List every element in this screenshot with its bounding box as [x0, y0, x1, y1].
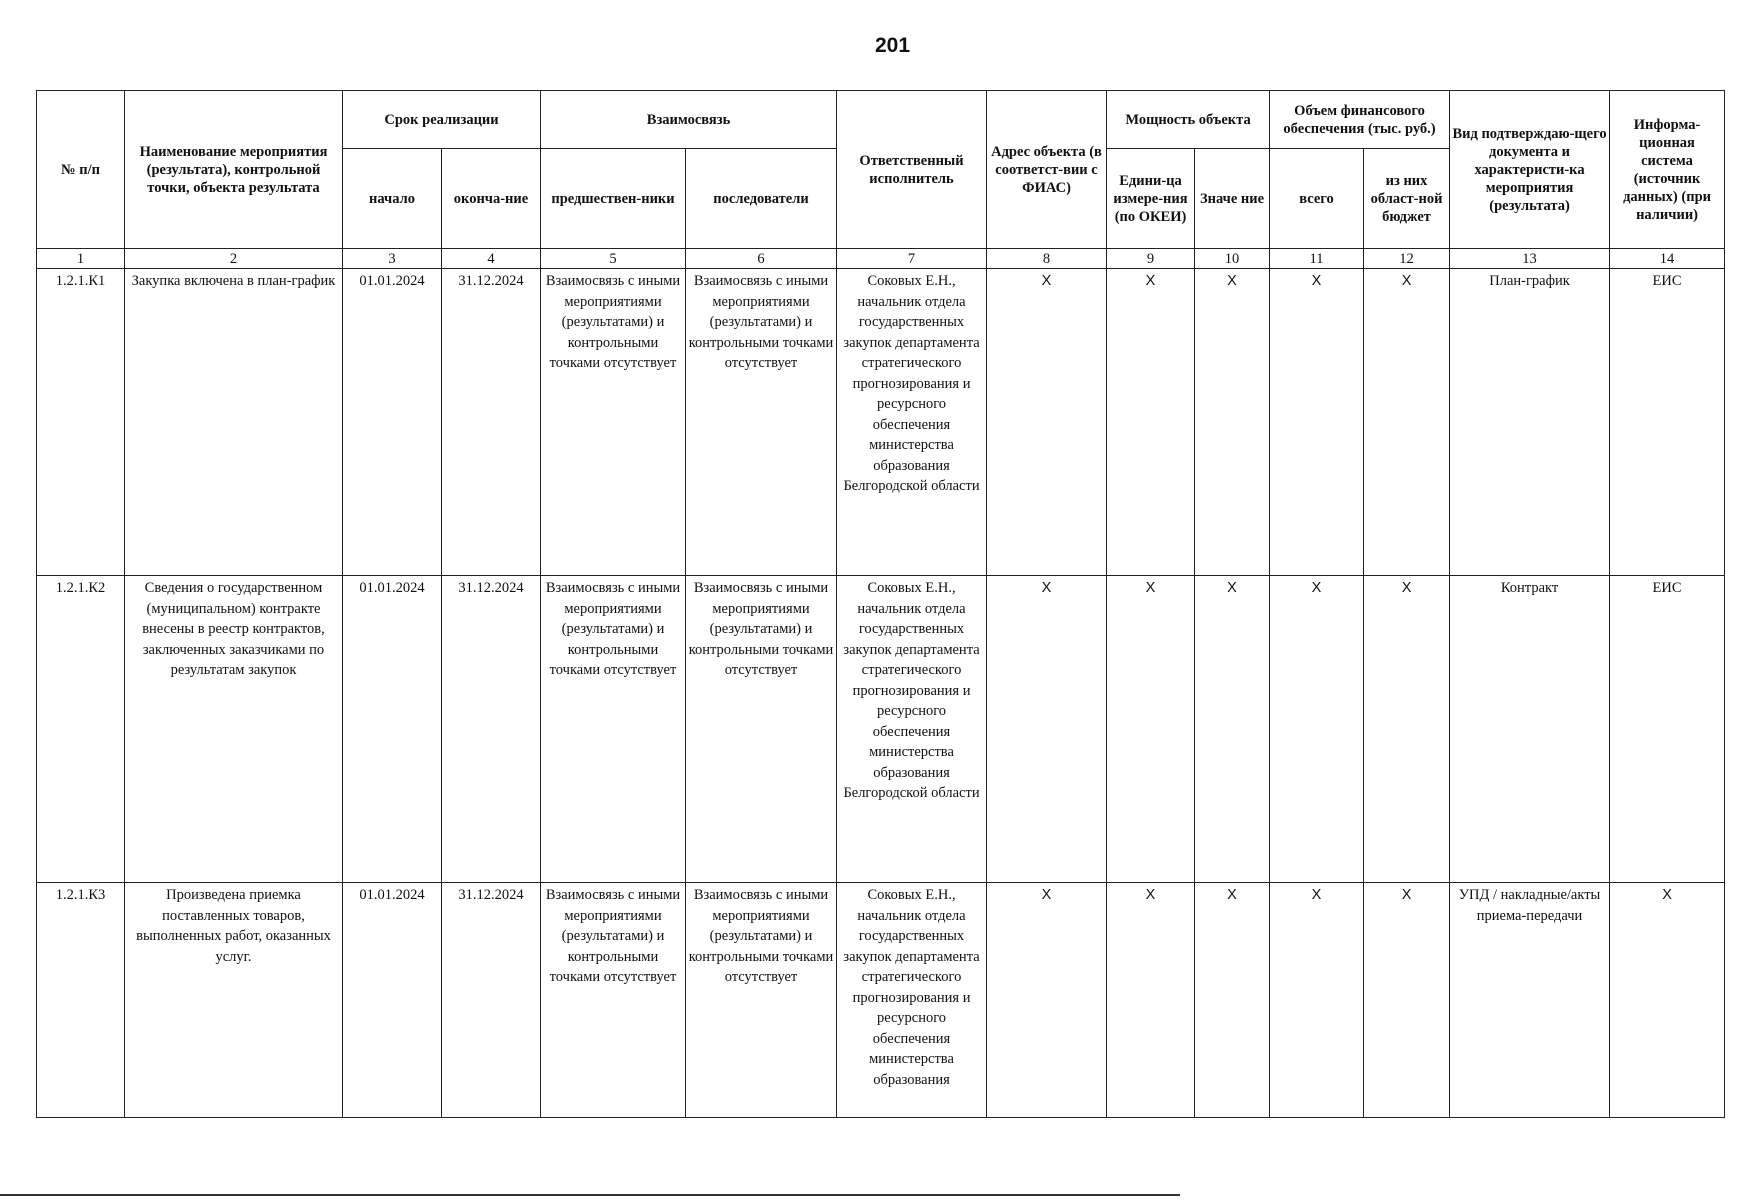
cell-value: X [1195, 883, 1270, 1118]
column-number: 4 [442, 249, 541, 269]
column-number: 9 [1107, 249, 1195, 269]
column-number: 5 [541, 249, 686, 269]
column-number: 3 [343, 249, 442, 269]
cell-unit: X [1107, 269, 1195, 576]
plan-table [36, 90, 1725, 1118]
header-term-start: начало [343, 149, 442, 249]
column-number: 7 [837, 249, 987, 269]
cell-pred: Взаимосвязь с иными мероприятиями (результатами) и контрольными точками отсутствует [541, 883, 686, 1118]
column-number: 2 [125, 249, 343, 269]
column-number: 13 [1450, 249, 1610, 269]
cell-value: X [1195, 576, 1270, 883]
cell-num: 1.2.1.К2 [37, 576, 125, 883]
cell-total: X [1270, 576, 1364, 883]
column-number: 12 [1364, 249, 1450, 269]
cell-name: Закупка включена в план-график [125, 269, 343, 576]
table-row [37, 883, 1725, 1118]
cell-regional: X [1364, 883, 1450, 1118]
header-capacity-unit: Едини-ца измере-ния (по ОКЕИ) [1107, 149, 1195, 249]
header-num: № п/п [37, 91, 125, 249]
cell-next: Взаимосвязь с иными мероприятиями (результатами) и контрольными точками отсутствует [686, 883, 837, 1118]
cell-regional: X [1364, 269, 1450, 576]
header-info-system: Информа-ционная система (источник данных) (при наличии) [1610, 91, 1725, 249]
header-capacity: Мощность объекта [1107, 91, 1270, 149]
cell-doc: УПД / накладные/акты приема-передачи [1450, 883, 1610, 1118]
header-responsible: Ответственный исполнитель [837, 91, 987, 249]
cell-name: Произведена приемка поставленных товаров, выполненных работ, оказанных услуг. [125, 883, 343, 1118]
header-address: Адрес объекта (в соответст-вии с ФИАС) [987, 91, 1107, 249]
cell-address: X [987, 269, 1107, 576]
header-relation: Взаимосвязь [541, 91, 837, 149]
cell-unit: X [1107, 576, 1195, 883]
bottom-rule [0, 1194, 1180, 1196]
column-number: 14 [1610, 249, 1725, 269]
cell-responsible: Соковых Е.Н., начальник отдела государственных закупок департамента стратегического прогнозирования и ресурсного обеспечения министерства образования Белгородской области [837, 269, 987, 576]
cell-value: X [1195, 269, 1270, 576]
cell-doc: Контракт [1450, 576, 1610, 883]
header-relation-pred: предшествен-ники [541, 149, 686, 249]
header-term: Срок реализации [343, 91, 541, 149]
column-number: 6 [686, 249, 837, 269]
cell-doc: План-график [1450, 269, 1610, 576]
column-number: 1 [37, 249, 125, 269]
cell-end: 31.12.2024 [442, 269, 541, 576]
cell-unit: X [1107, 883, 1195, 1118]
cell-address: X [987, 576, 1107, 883]
cell-total: X [1270, 883, 1364, 1118]
page-number: 201 [874, 34, 911, 57]
cell-responsible: Соковых Е.Н., начальник отдела государственных закупок департамента стратегического прогнозирования и ресурсного обеспечения министерства образования [837, 883, 987, 1118]
header-finance-total: всего [1270, 149, 1364, 249]
cell-next: Взаимосвязь с иными мероприятиями (результатами) и контрольными точками отсутствует [686, 269, 837, 576]
header-capacity-value: Значе ние [1195, 149, 1270, 249]
cell-name: Сведения о государственном (муниципальном) контракте внесены в реестр контрактов, заключенных заказчиками по результатам закупок [125, 576, 343, 883]
cell-regional: X [1364, 576, 1450, 883]
header-relation-next: последователи [686, 149, 837, 249]
header-term-end: оконча-ние [442, 149, 541, 249]
cell-pred: Взаимосвязь с иными мероприятиями (результатами) и контрольными точками отсутствует [541, 576, 686, 883]
column-number: 8 [987, 249, 1107, 269]
header-finance-regional: из них област-ной бюджет [1364, 149, 1450, 249]
cell-end: 31.12.2024 [442, 576, 541, 883]
cell-start: 01.01.2024 [343, 576, 442, 883]
column-number: 10 [1195, 249, 1270, 269]
column-number: 11 [1270, 249, 1364, 269]
cell-system: ЕИС [1610, 576, 1725, 883]
cell-total: X [1270, 269, 1364, 576]
cell-num: 1.2.1.К3 [37, 883, 125, 1118]
cell-system: ЕИС [1610, 269, 1725, 576]
cell-pred: Взаимосвязь с иными мероприятиями (результатами) и контрольными точками отсутствует [541, 269, 686, 576]
cell-address: X [987, 883, 1107, 1118]
table-row [37, 576, 1725, 883]
table-row [37, 269, 1725, 576]
cell-end: 31.12.2024 [442, 883, 541, 1118]
header-finance: Объем финансового обеспечения (тыс. руб.) [1270, 91, 1450, 149]
cell-num: 1.2.1.К1 [37, 269, 125, 576]
cell-start: 01.01.2024 [343, 269, 442, 576]
header-doc-type: Вид подтверждаю-щего документа и характеристи-ка мероприятия (результата) [1450, 91, 1610, 249]
cell-next: Взаимосвязь с иными мероприятиями (результатами) и контрольными точками отсутствует [686, 576, 837, 883]
cell-responsible: Соковых Е.Н., начальник отдела государственных закупок департамента стратегического прогнозирования и ресурсного обеспечения министерства образования Белгородской области [837, 576, 987, 883]
cell-system: X [1610, 883, 1725, 1118]
cell-start: 01.01.2024 [343, 883, 442, 1118]
header-name: Наименование мероприятия (результата), контрольной точки, объекта результата [125, 91, 343, 249]
